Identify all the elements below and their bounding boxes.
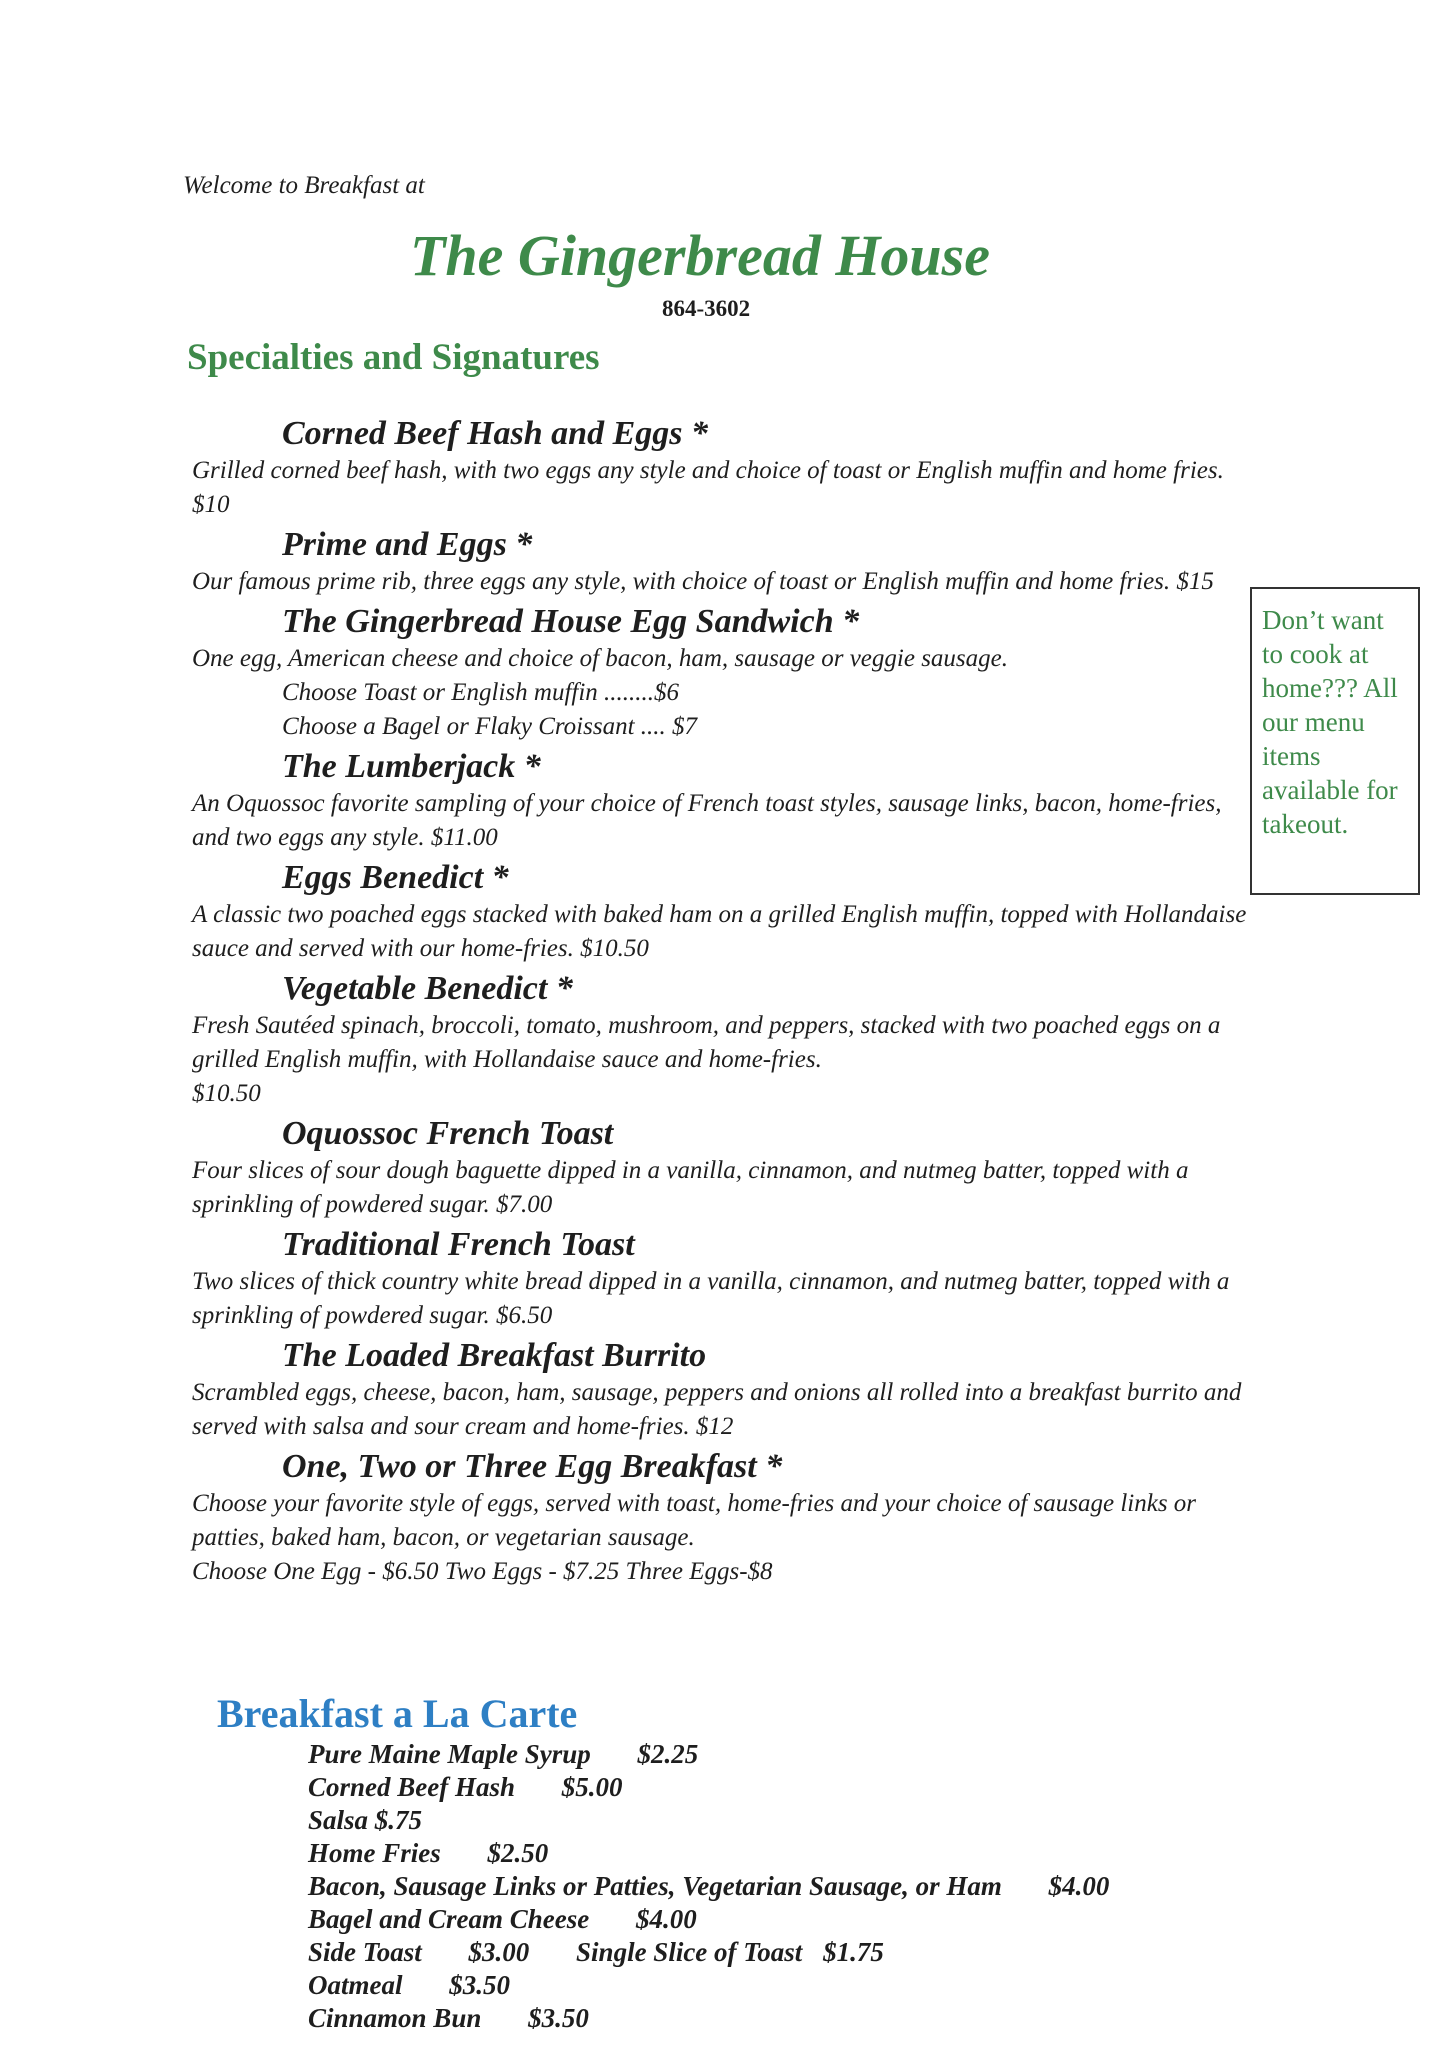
item-name: Oquossoc French Toast [282, 1115, 614, 1152]
alacarte-item-name: Pure Maine Maple Syrup [308, 1739, 591, 1769]
menu-item [192, 858, 1252, 966]
restaurant-name: The Gingerbread House [410, 223, 990, 288]
alacarte-item-price: $1.75 [823, 1937, 884, 1967]
menu-item [192, 747, 1252, 855]
alacarte-item-price: $2.50 [487, 1838, 549, 1868]
alacarte-item [308, 2002, 1308, 2035]
item-name: Prime and Eggs * [282, 526, 533, 563]
welcome-text: Welcome to Breakfast at [183, 172, 425, 199]
alacarte-item-name: Single Slice of Toast [576, 1937, 803, 1967]
item-name: The Loaded Breakfast Burrito [282, 1337, 707, 1374]
alacarte-item-price: $4.00 [1048, 1871, 1110, 1901]
alacarte-title: Breakfast a La Carte [217, 1691, 578, 1736]
alacarte-list [308, 1738, 1308, 2035]
menu-item [192, 414, 1252, 522]
item-option: Choose One Egg - $6.50 Two Eggs - $7.25 Three Eggs-$8 [192, 1558, 773, 1585]
item-option: Choose a Bagel or Flaky Croissant .... $7 [282, 713, 698, 740]
item-name: Eggs Benedict * [282, 859, 509, 896]
item-description: Fresh Sautéed spinach, broccoli, tomato, mushroom, and peppers, stacked with two poached eggs on a grilled English muffin, with Hollandaise sauce and home-fries. [192, 1012, 1221, 1073]
menu-item [192, 969, 1252, 1111]
item-name: Corned Beef Hash and Eggs * [282, 415, 708, 452]
menu-item [192, 525, 1252, 599]
alacarte-item-name: Salsa $.75 [308, 1805, 423, 1835]
alacarte-item [308, 1771, 1308, 1804]
phone-number: 864-3602 [662, 296, 751, 321]
menu-item [192, 602, 1252, 744]
alacarte-item-name: Corned Beef Hash [308, 1772, 516, 1802]
alacarte-item [308, 1870, 1308, 1903]
alacarte-item-price: $3.50 [449, 1970, 510, 2000]
alacarte-item [308, 1738, 1308, 1771]
specialties-title: Specialties and Signatures [187, 337, 600, 378]
alacarte-item-name: Bagel and Cream Cheese [308, 1904, 590, 1934]
alacarte-item [308, 1936, 1308, 1969]
menu-item [192, 1225, 1252, 1333]
item-description: Four slices of sour dough baguette dipped in a vanilla, cinnamon, and nutmeg batter, topped with a sprinkling of powdered sugar. $7.00 [192, 1157, 1189, 1218]
alacarte-item-price: $3.50 [528, 2003, 589, 2033]
item-description: Grilled corned beef hash, with two eggs any style and choice of toast or English muffin and home fries. $10 [192, 457, 1224, 518]
item-description: Choose your favorite style of eggs, served with toast, home-fries and your choice of sausage links or patties, baked ham, bacon, or vegetarian sausage. [192, 1490, 1197, 1551]
item-description: Two slices of thick country white bread dipped in a vanilla, cinnamon, and nutmeg batter, topped with a sprinkling of powdered sugar. $6.50 [192, 1268, 1230, 1329]
alacarte-item-name: Cinnamon Bun [308, 2003, 482, 2033]
alacarte-item-price: $3.00 [468, 1937, 530, 1967]
item-description: A classic two poached eggs stacked with baked ham on a grilled English muffin, topped with Hollandaise sauce and served with our home-fries. $10.50 [192, 901, 1247, 962]
alacarte-item-name: Oatmeal [308, 1970, 403, 2000]
item-option: Choose Toast or English muffin ........$6 [282, 679, 680, 706]
alacarte-item-name: Bacon, Sausage Links or Patties, Vegetarian Sausage, or Ham [308, 1871, 1002, 1901]
item-name: The Lumberjack * [282, 748, 541, 785]
alacarte-item [308, 1903, 1308, 1936]
alacarte-item-name: Side Toast [308, 1937, 422, 1967]
item-name: One, Two or Three Egg Breakfast * [282, 1448, 783, 1485]
item-name: The Gingerbread House Egg Sandwich * [282, 603, 860, 640]
menu-item [192, 1447, 1252, 1589]
item-description: One egg, American cheese and choice of bacon, ham, sausage or veggie sausage. [192, 645, 1009, 672]
specialties-list [192, 414, 1252, 1592]
alacarte-item-price: $2.25 [637, 1739, 699, 1769]
item-name: Vegetable Benedict * [282, 970, 573, 1007]
item-description: An Oquossoc favorite sampling of your choice of French toast styles, sausage links, bacon, home-fries, and two eggs any style. $11.00 [192, 790, 1222, 851]
takeout-note: Don’t want to cook at home??? All our menu items available for takeout. [1250, 587, 1420, 895]
item-description: Scrambled eggs, cheese, bacon, ham, sausage, peppers and onions all rolled into a breakfast burrito and served with salsa and sour cream and home-fries. $12 [192, 1379, 1242, 1440]
menu-item [192, 1336, 1252, 1444]
alacarte-item [308, 1804, 1308, 1837]
alacarte-item-name: Home Fries [308, 1838, 441, 1868]
alacarte-item [308, 1969, 1308, 2002]
item-price: $10.50 [192, 1080, 261, 1107]
alacarte-item-price: $5.00 [561, 1772, 623, 1802]
item-name: Traditional French Toast [282, 1226, 635, 1263]
item-description: Our famous prime rib, three eggs any style, with choice of toast or English muffin and home fries. $15 [192, 568, 1214, 595]
menu-item [192, 1114, 1252, 1222]
alacarte-item [308, 1837, 1308, 1870]
alacarte-item-price: $4.00 [636, 1904, 697, 1934]
